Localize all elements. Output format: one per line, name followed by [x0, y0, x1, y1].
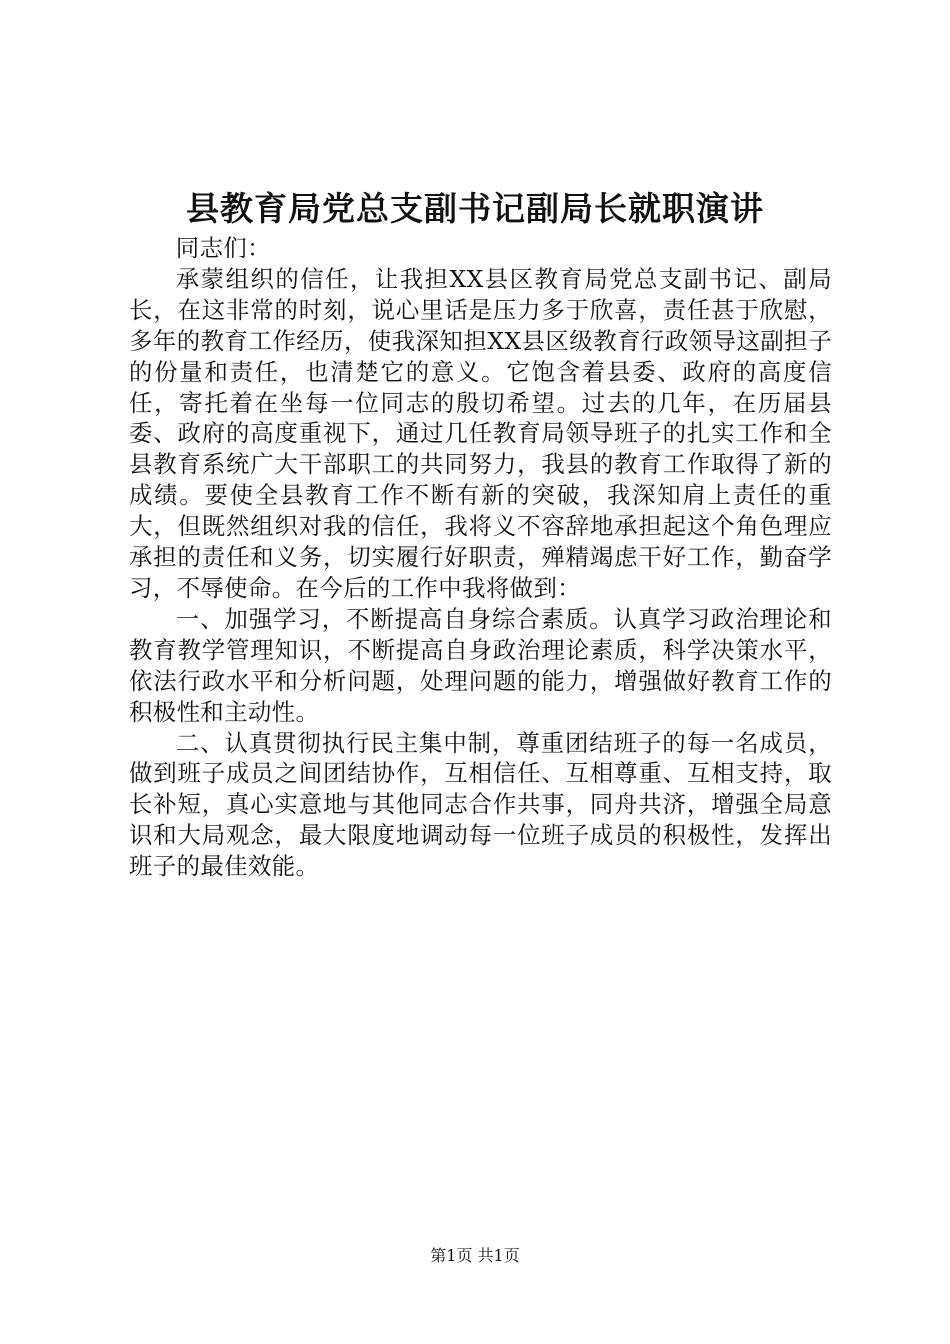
document-body — [129, 233, 832, 882]
paragraph-point-two: 二、认真贯彻执行民主集中制，尊重团结班子的每一名成员，做到班子成员之间团结协作，互相信任、互相尊重、互相支持，取长补短，真心实意地与其他同志合作共事，同舟共济，增强全局意识和大局观念，最大限度地调动每一位班子成员的积极性，发挥出班子的最佳效能。 — [129, 728, 832, 881]
salutation: 同志们： — [175, 234, 271, 262]
paragraph-intro: 承蒙组织的信任，让我担XX县区教育局党总支副书记、副局长，在这非常的时刻，说心里话是压力多于欣喜，责任甚于欣慰，多年的教育工作经历，使我深知担XX县区级教育行政领导这副担子的份量和责任，也清楚它的意义。它饱含着县委、政府的高度信任，寄托着在坐每一位同志的殷切希望。过去的几年，在历届县委、政府的高度重视下，通过几任教育局领导班子的扎实工作和全县教育系统广大干部职工的共同努力，我县的教育工作取得了新的成绩。要使全县教育工作不断有新的突破，我深知肩上责任的重大，但既然组织对我的信任，我将义不容辞地承担起这个角色理应承担的责任和义务，切实履行好职责，殚精竭虑干好工作，勤奋学习，不辱使命。在今后的工作中我将做到： — [129, 264, 832, 602]
paragraph-point-one: 一、加强学习，不断提高自身综合素质。认真学习政治理论和教育教学管理知识，不断提高自身政治理论素质，科学决策水平，依法行政水平和分析问题，处理问题的能力，增强做好教育工作的积极性和主动性。 — [129, 604, 832, 726]
page-number-footer: 第1页 共1页 — [430, 1246, 520, 1265]
document-title: 县教育局党总支副书记副局长就职演讲 — [186, 189, 764, 228]
